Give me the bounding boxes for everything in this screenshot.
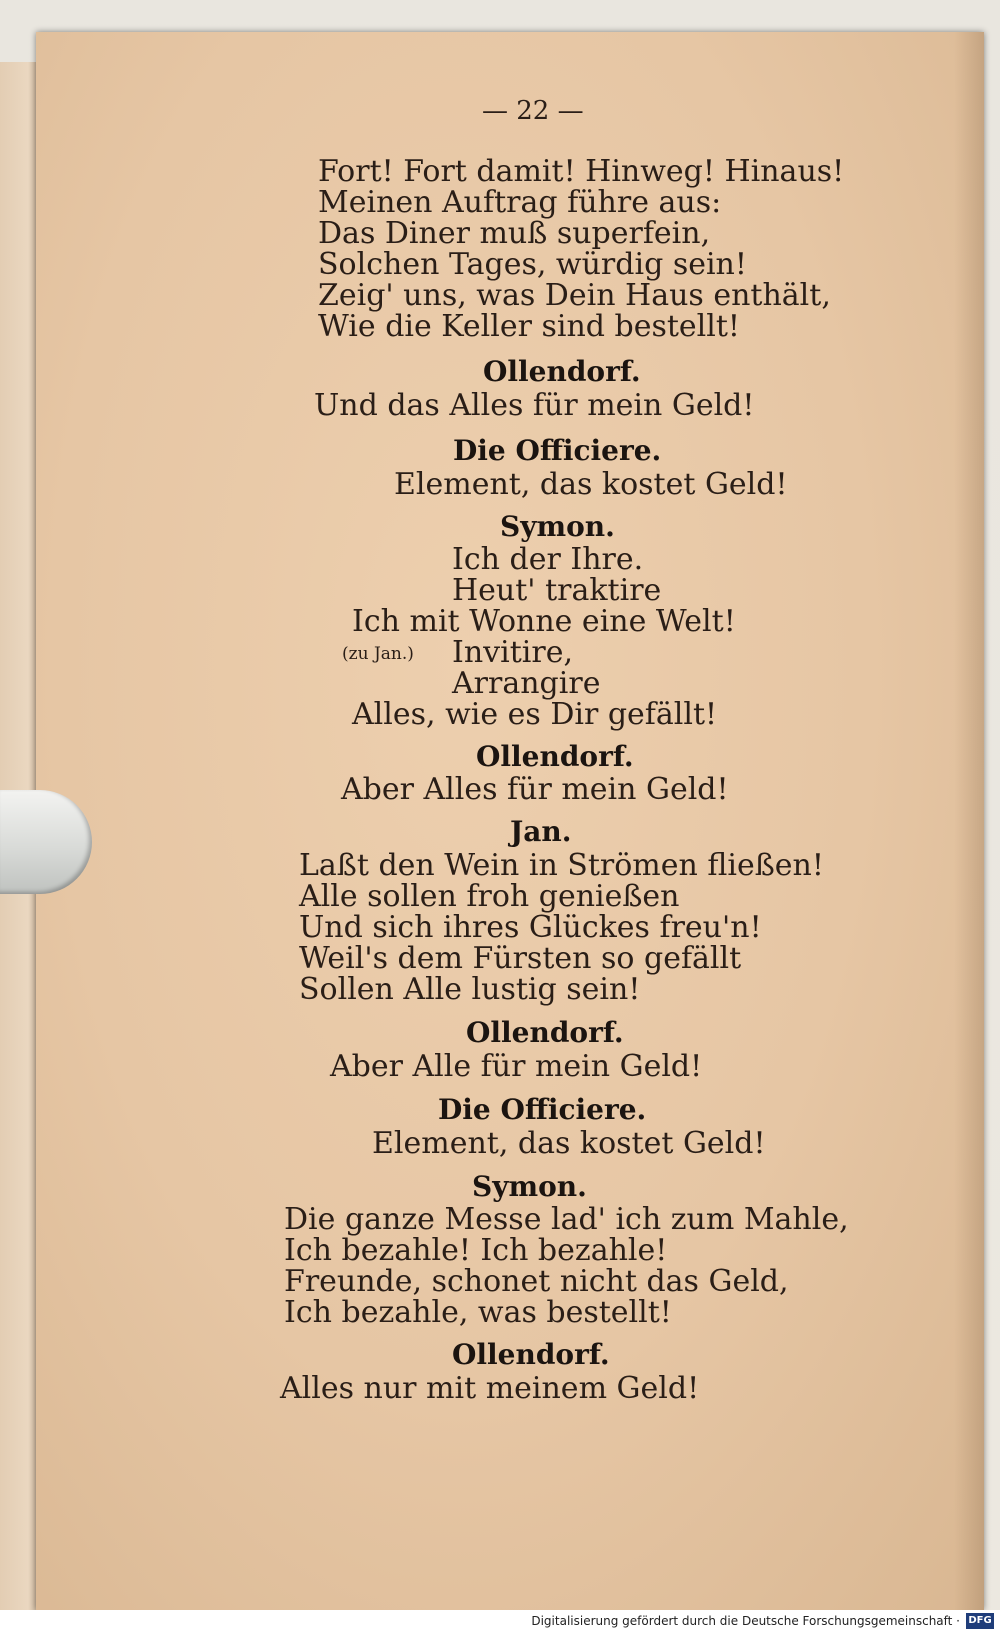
speaker-name: Jan. [510,815,572,848]
verse-line: Wie die Keller sind bestellt! [318,309,740,344]
verse-line: Ich der Ihre. [452,542,644,577]
footer-bar [0,1610,1000,1634]
verse-line: Solchen Tages, würdig sein! [318,247,747,282]
verse-line: Alles nur mit meinem Geld! [280,1371,700,1406]
speaker-name: Ollendorf. [452,1338,610,1371]
verse-line: Und das Alles für mein Geld! [314,388,755,423]
verse-line: Sollen Alle lustig sein! [299,972,641,1007]
verse-line: Zeig' uns, was Dein Haus enthält, [318,278,831,313]
verse-line: Das Diner muß superfein, [318,216,711,251]
speaker-name: Die Officiere. [453,434,662,467]
stage-direction: (zu Jan.) [342,644,414,664]
speaker-name: Die Officiere. [438,1093,647,1126]
speaker-name: Symon. [472,1170,587,1203]
speaker-name: Symon. [500,510,615,543]
verse-line: Heut' traktire [452,573,662,608]
verse-line: Freunde, schonet nicht das Geld, [284,1264,789,1299]
verse-line: Alles, wie es Dir gefällt! [352,697,718,732]
page-shadow [954,32,984,1610]
verse-line: Ich mit Wonne eine Welt! [352,604,736,639]
verse-line: Alle sollen froh genießen [299,879,680,914]
verse-line: Ich bezahle! Ich bezahle! [284,1233,668,1268]
page-number: — 22 — [482,96,584,126]
verse-line: Und sich ihres Glückes freu'n! [299,910,762,945]
verse-line: Laßt den Wein in Strömen fließen! [299,848,824,883]
verse-line: Element, das kostet Geld! [394,467,788,502]
speaker-name: Ollendorf. [466,1016,624,1049]
verse-line: Aber Alle für mein Geld! [330,1049,703,1084]
verse-line: Ich bezahle, was bestellt! [284,1295,672,1330]
book-page [36,32,984,1610]
footer-credit: Digitalisierung gefördert durch die Deutsche Forschungsgemeinschaft · [531,1614,960,1628]
verse-line: Meinen Auftrag führe aus: [318,185,722,220]
verse-line: Invitire, [452,635,573,670]
verse-line: Fort! Fort damit! Hinweg! Hinaus! [318,154,845,189]
dfg-logo: DFG [966,1613,994,1629]
speaker-name: Ollendorf. [476,740,634,773]
speaker-name: Ollendorf. [483,355,641,388]
verse-line: Element, das kostet Geld! [372,1126,766,1161]
verse-line: Weil's dem Fürsten so gefällt [299,941,742,976]
verse-line: Arrangire [452,666,601,701]
verse-line: Die ganze Messe lad' ich zum Mahle, [284,1202,849,1237]
verse-line: Aber Alles für mein Geld! [341,772,729,807]
